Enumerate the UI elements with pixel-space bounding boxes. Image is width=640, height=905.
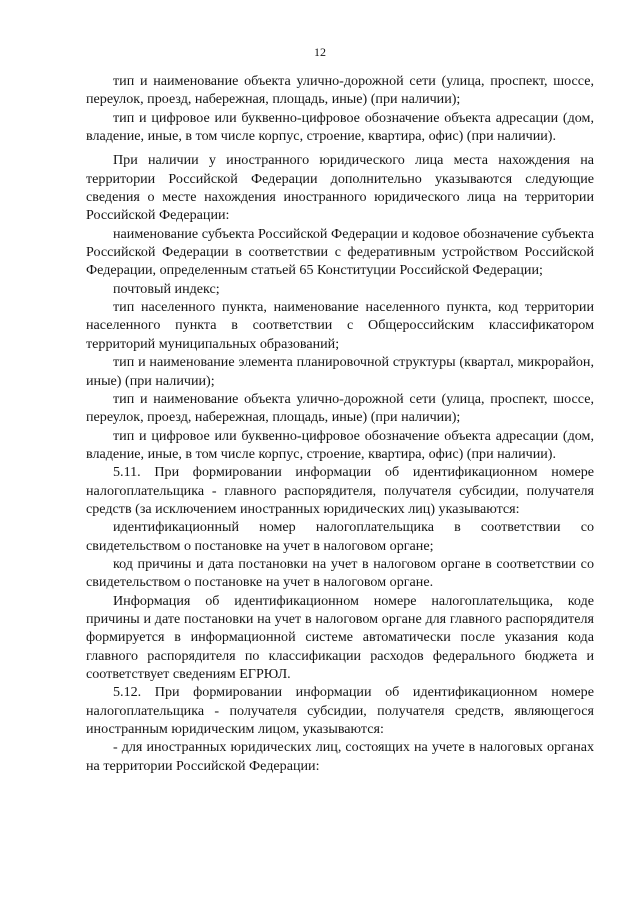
- paragraph: 5.11. При формировании информации об идентификационном номере налогоплательщика - главного распорядителя, получателя субсидии, получателя средств (за исключением иностранных юридических лиц) указываются:: [86, 464, 594, 517]
- paragraph: - для иностранных юридических лиц, состоящих на учете в налоговых органах на территории Российской Федерации:: [86, 739, 594, 774]
- paragraph: тип и цифровое или буквенно-цифровое обозначение объекта адресации (дом, владение, иные, в том числе корпус, строение, квартира, офис) (при наличии).: [86, 427, 594, 462]
- paragraph: тип и цифровое или буквенно-цифровое обозначение объекта адресации (дом, владение, иные, в том числе корпус, строение, квартира, офис) (при наличии).: [86, 109, 594, 145]
- paragraph: тип и наименование элемента планировочной структуры (квартал, микрорайон, иные) (при наличии);: [86, 354, 594, 389]
- paragraph: Информация об идентификационном номере налогоплательщика, коде причины и дате постановки на учет в налоговом органе для главного распорядителя формируется в информационной системе автоматически после указания кода главного распорядителя по классификации расходов федерального бюджета и соответствует сведениям ЕГРЮЛ.: [86, 592, 594, 682]
- paragraph: почтовый индекс;: [113, 280, 220, 297]
- paragraph: наименование субъекта Российской Федерации и кодовое обозначение субъекта Российской Федерации в соответствии с федеративным устройством Российской Федерации, определенным статьей 65 Конституции Российской Федерации;: [86, 225, 594, 279]
- paragraph: 5.12. При формировании информации об идентификационном номере налогоплательщика - получателя субсидии, получателя средств, являющегося иностранным юридическим лицом, указываются:: [86, 684, 594, 738]
- paragraph: тип и наименование объекта улично-дорожной сети (улица, проспект, шоссе, переулок, проезд, набережная, площадь, иные) (при наличии);: [86, 73, 594, 108]
- paragraph: При наличии у иностранного юридического лица места нахождения на территории Российской Федерации дополнительно указываются следующие сведения о месте нахождения иностранного юридического лица на территории Российской Федерации:: [86, 152, 594, 224]
- paragraph: идентификационный номер налогоплательщика в соответствии со свидетельством о постановке на учет в налоговом органе;: [86, 519, 594, 554]
- page-number: 12: [314, 45, 326, 59]
- paragraph: тип и наименование объекта улично-дорожной сети (улица, проспект, шоссе, переулок, проезд, набережная, площадь, иные) (при наличии);: [86, 390, 594, 426]
- document-body: [86, 72, 594, 775]
- paragraph: код причины и дата постановки на учет в налоговом органе в соответствии со свидетельством о постановке на учет в налоговом органе.: [86, 555, 594, 591]
- paragraph: тип населенного пункта, наименование населенного пункта, код территории населенного пункта в соответствии с Общероссийским классификатором территорий муниципальных образований;: [86, 299, 594, 352]
